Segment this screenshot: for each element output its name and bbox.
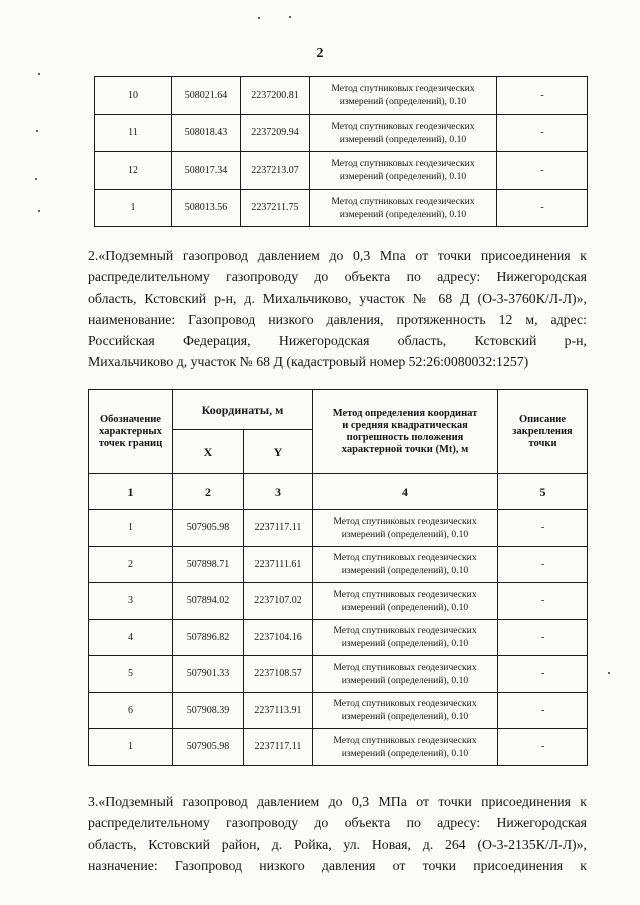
fixation-cell: - [497, 189, 588, 227]
method-cell [313, 583, 498, 620]
text-line: Метод спутниковых геодезических [333, 734, 477, 746]
paragraph-line: 2.«Подземный газопровод давлением до 0,3 Мпа от точки присоединения к [88, 248, 587, 263]
table-row [89, 546, 588, 583]
fixation-cell: - [497, 152, 588, 190]
x-coordinate-cell: 507905.98 [173, 510, 244, 547]
point-id-cell: 2 [89, 546, 173, 583]
text-line: измерений (определений), 0.10 [341, 638, 469, 650]
scan-speck [36, 130, 38, 132]
table-row [89, 583, 588, 620]
paragraph-line: область, Кстовский р-н, д. Михальчиково, участок № 68 Д (О-3-3760К/Л-Л)», [88, 290, 587, 306]
table-row [89, 510, 588, 547]
x-coordinate-cell: 507901.33 [173, 656, 244, 693]
x-coordinate-cell: 508021.64 [172, 77, 241, 115]
paragraph-line: назначение: Газопровод низкого давления от точки присоединения к [88, 857, 587, 873]
paragraph-line: Российская Федерация, Нижегородская область, Кстовский р-н, [88, 333, 587, 349]
method-cell [313, 619, 498, 656]
table-row [89, 656, 588, 693]
page-number: 2 [316, 46, 324, 61]
y-coordinate-cell: 2237113.91 [244, 692, 313, 729]
text-line: точек границ [98, 437, 163, 449]
method-cell [310, 77, 497, 115]
y-coordinate-cell: 2237111.61 [244, 546, 313, 583]
text-line: измерений (определений), 0.10 [341, 528, 469, 540]
table-row [89, 729, 588, 766]
header-fixation [498, 390, 588, 474]
point-id-cell: 3 [89, 583, 173, 620]
table-row [95, 77, 588, 115]
point-id-cell: 11 [95, 114, 172, 152]
text-line: Метод спутниковых геодезических [331, 158, 475, 170]
paragraph-line: распределительному газопроводу до объекта по адресу: Нижегородская [88, 815, 587, 831]
y-coordinate-cell: 2237104.16 [244, 619, 313, 656]
header-coordinates: Координаты, м [173, 390, 313, 430]
x-coordinate-cell: 507908.39 [173, 692, 244, 729]
method-cell [313, 692, 498, 729]
point-id-cell: 10 [95, 77, 172, 115]
y-coordinate-cell: 2237108.57 [244, 656, 313, 693]
text-line: Метод определения координат [332, 407, 478, 419]
text-line: измерений (определений), 0.10 [339, 208, 467, 220]
method-cell [313, 546, 498, 583]
column-number-cell: 1 [89, 474, 173, 510]
paragraph-3 [88, 791, 587, 876]
fixation-cell: - [498, 546, 588, 583]
header-y: Y [244, 430, 313, 474]
text-line: Метод спутниковых геодезических [333, 588, 477, 600]
point-id-cell: 1 [89, 510, 173, 547]
text-line: Метод спутниковых геодезических [333, 515, 477, 527]
text-line: Метод спутниковых геодезических [333, 698, 477, 710]
fixation-cell: - [498, 656, 588, 693]
text-line: Метод спутниковых геодезических [333, 552, 477, 564]
text-line: Метод спутниковых геодезических [333, 625, 477, 637]
x-coordinate-cell: 507898.71 [173, 546, 244, 583]
x-coordinate-cell: 507905.98 [173, 729, 244, 766]
column-number-cell: 3 [244, 474, 313, 510]
fixation-cell: - [498, 510, 588, 547]
fixation-cell: - [497, 114, 588, 152]
header-method [313, 390, 498, 474]
text-line: закрепления [512, 425, 573, 437]
text-line: Метод спутниковых геодезических [333, 661, 477, 673]
text-line: измерений (определений), 0.10 [341, 674, 469, 686]
x-coordinate-cell: 508017.34 [172, 152, 241, 190]
paragraph-line: наименование: Газопровод низкого давления, протяженность 12 м, адрес: [88, 311, 587, 327]
method-cell [310, 189, 497, 227]
text-line: измерений (определений), 0.10 [339, 171, 467, 183]
point-id-cell: 1 [95, 189, 172, 227]
column-number-cell: 2 [173, 474, 244, 510]
fixation-cell: - [498, 583, 588, 620]
y-coordinate-cell: 2237200.81 [241, 77, 310, 115]
text-line: измерений (определений), 0.10 [341, 601, 469, 613]
point-id-cell: 5 [89, 656, 173, 693]
fixation-cell: - [497, 77, 588, 115]
x-coordinate-cell: 508013.56 [172, 189, 241, 227]
paragraph-line: Михальчиково д, участок № 68 Д (кадастровый номер 52:26:0080032:1257) [88, 354, 529, 370]
coordinates-table-1 [94, 76, 588, 227]
y-coordinate-cell: 2237117.11 [244, 729, 313, 766]
x-coordinate-cell: 507896.82 [173, 619, 244, 656]
point-id-cell: 12 [95, 152, 172, 190]
paragraph-line: 3.«Подземный газопровод давлением до 0,3 МПа от точки присоединения к [88, 794, 587, 809]
paragraph-line: область, Кстовский район, д. Ройка, ул. Новая, д. 264 (О-3-2135К/Л-Л)», [88, 836, 587, 852]
method-cell [313, 510, 498, 547]
paragraph-line: распределительному газопроводу до объекта по адресу: Нижегородская [88, 269, 587, 285]
column-number-cell: 4 [313, 474, 498, 510]
x-coordinate-cell: 507894.02 [173, 583, 244, 620]
y-coordinate-cell: 2237117.11 [244, 510, 313, 547]
text-line: характерной точки (Mt), м [341, 443, 469, 455]
text-line: Обозначение [100, 413, 161, 425]
scan-speck [608, 672, 610, 674]
text-line: Метод спутниковых геодезических [331, 120, 475, 132]
scan-speck [35, 178, 37, 180]
text-line: точки [528, 437, 557, 449]
text-line: погрешность положения [346, 431, 464, 443]
text-line: характерных [99, 425, 162, 437]
paragraph-2 [88, 245, 587, 373]
header-point-designation [89, 390, 173, 474]
text-line: измерений (определений), 0.10 [341, 711, 469, 723]
text-line: Метод спутниковых геодезических [331, 195, 475, 207]
fixation-cell: - [498, 692, 588, 729]
table-row [95, 152, 588, 190]
text-line: измерений (определений), 0.10 [341, 747, 469, 759]
x-coordinate-cell: 508018.43 [172, 114, 241, 152]
point-id-cell: 1 [89, 729, 173, 766]
header-x: X [173, 430, 244, 474]
table-row [89, 692, 588, 729]
fixation-cell: - [498, 729, 588, 766]
text-line: Метод спутниковых геодезических [331, 83, 475, 95]
table-row [95, 189, 588, 227]
point-id-cell: 6 [89, 692, 173, 729]
point-id-cell: 4 [89, 619, 173, 656]
scan-speck [38, 73, 40, 75]
column-numbers-row [89, 474, 588, 510]
scan-speck [258, 17, 260, 19]
scan-speck [289, 16, 291, 18]
text-line: измерений (определений), 0.10 [341, 565, 469, 577]
text-line: и средняя квадратическая [342, 419, 468, 431]
coordinates-table-2 [88, 389, 588, 766]
text-line: Описание [518, 413, 567, 425]
y-coordinate-cell: 2237211.75 [241, 189, 310, 227]
method-cell [310, 114, 497, 152]
text-line: измерений (определений), 0.10 [339, 96, 467, 108]
table-row [89, 619, 588, 656]
y-coordinate-cell: 2237213.07 [241, 152, 310, 190]
column-number-cell: 5 [498, 474, 588, 510]
method-cell [313, 656, 498, 693]
fixation-cell: - [498, 619, 588, 656]
method-cell [310, 152, 497, 190]
y-coordinate-cell: 2237107.02 [244, 583, 313, 620]
method-cell [313, 729, 498, 766]
scan-speck [38, 210, 40, 212]
text-line: измерений (определений), 0.10 [339, 133, 467, 145]
table-row [95, 114, 588, 152]
y-coordinate-cell: 2237209.94 [241, 114, 310, 152]
